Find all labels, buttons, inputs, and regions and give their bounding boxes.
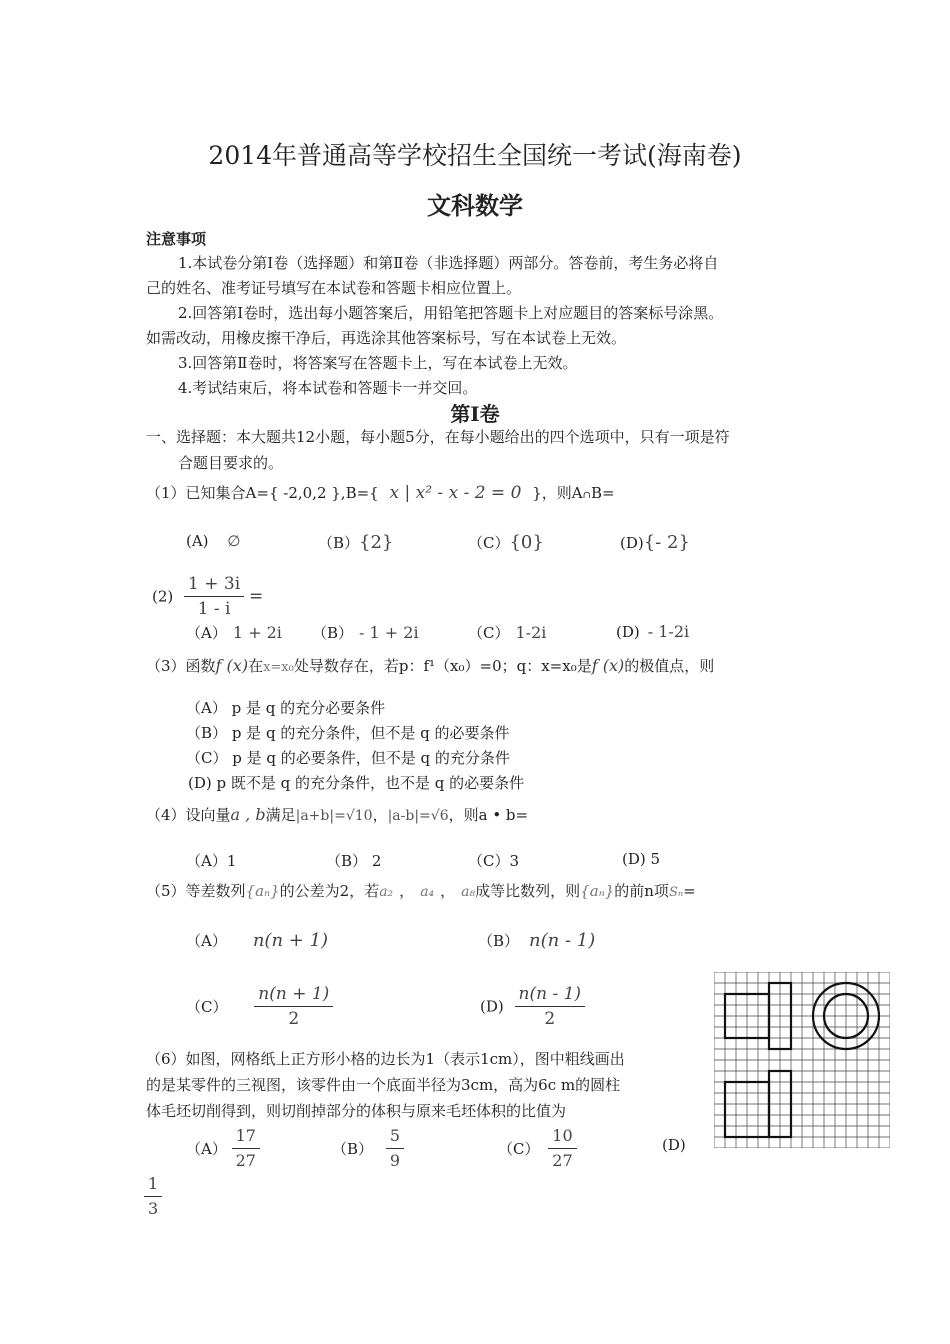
section-title: 第Ⅰ卷: [450, 402, 500, 426]
question-3-stem: [146, 655, 714, 676]
question-6-line: （6）如图，网格纸上正方形小格的边长为1（表示1cm），图中粗线画出: [146, 1050, 625, 1068]
option-value: - 1-2i: [647, 622, 690, 641]
q6-a-fraction: [232, 1124, 260, 1173]
option-label: （C）: [468, 852, 510, 870]
option-label: (D): [622, 850, 646, 868]
q5-text: （5）等差数列: [146, 882, 246, 900]
q5-term: a₈: [461, 884, 476, 900]
option-text: p 是 q 的必要条件，但不是 q 的充分条件: [232, 749, 510, 767]
denominator: 2: [544, 1009, 556, 1029]
option-label: （C）: [468, 624, 510, 642]
option-label: （A）: [186, 699, 227, 717]
q6-c-fraction: [548, 1124, 576, 1173]
exam-title: 2014年普通高等学校招生全国统一考试(海南卷): [208, 141, 742, 170]
q2-option-c: [468, 622, 546, 643]
option-label: （A）: [186, 624, 227, 642]
option-label: （B）: [332, 1140, 374, 1158]
numerator: n(n + 1): [254, 982, 333, 1007]
question-5-stem: （5）等差数列{aₙ}的公差为2，若a₂ ， a₄ ， a₈成等比数列，则{aₙ}的前n项Sₙ=: [146, 882, 696, 900]
option-value: {2}: [359, 532, 394, 553]
q1-option-d: [620, 532, 690, 553]
q5-term: a₄: [420, 884, 435, 900]
exam-subtitle: 文科数学: [427, 191, 523, 220]
notice-heading: 注意事项: [146, 230, 207, 248]
q4-option-b: [326, 850, 381, 871]
q3-text: （3）函数: [146, 657, 216, 675]
option-label: （B）: [478, 932, 520, 950]
option-text: p 既不是 q 的充分条件，也不是 q 的必要条件: [216, 774, 525, 792]
q4-option-d: [622, 850, 660, 868]
grid-lines: [714, 972, 890, 1148]
option-label: (D): [188, 774, 212, 792]
q1-option-c: [468, 532, 544, 553]
denominator: 3: [148, 1199, 159, 1218]
option-label: （A）: [186, 1140, 227, 1158]
q4-option-c: [468, 850, 519, 871]
option-label: （B）: [312, 624, 354, 642]
option-value: {- 2}: [643, 532, 690, 553]
numerator: 5: [386, 1124, 404, 1149]
q5-option-d: [480, 982, 585, 1031]
numerator: 17: [232, 1124, 260, 1149]
numerator: 1: [144, 1172, 162, 1197]
option-label: （A）: [186, 852, 227, 870]
option-label: （A）: [186, 932, 227, 950]
option-value: n(n - 1): [529, 930, 596, 951]
q2-label: (2): [152, 587, 174, 606]
q4-text: ，则a • b=: [448, 806, 529, 824]
q6-d-fraction: [144, 1172, 162, 1221]
option-value: 5: [650, 850, 661, 868]
question-1-stem: [146, 482, 615, 503]
q4-text: （4）设向量: [146, 806, 231, 824]
notice-line: 3.回答第Ⅱ卷时，将答案写在答题卡上，写在本试卷上无效。: [178, 354, 578, 372]
denominator: 9: [389, 1151, 400, 1170]
q1-option-a: [186, 532, 240, 550]
q4-text: 满足: [265, 806, 296, 824]
q3-text: 的极值点，则: [624, 657, 715, 675]
q4-condition-1: |a+b|=√10: [295, 808, 373, 824]
section-intro: 一、选择题：本大题共12小题，每小题5分，在每小题给出的四个选项中，只有一项是符: [146, 428, 730, 446]
q3-option-d: [188, 772, 524, 793]
q6-b-fraction: [386, 1124, 404, 1173]
q2-numerator: 1 + 3i: [184, 572, 244, 597]
q4-option-a: [186, 850, 236, 871]
option-label: （B）: [318, 534, 360, 552]
q5-option-a: [186, 930, 328, 951]
question-2-stem: [152, 572, 263, 621]
q2-denominator: 1 - i: [197, 599, 231, 619]
option-label: (D): [620, 534, 644, 552]
denominator: 2: [288, 1009, 300, 1029]
q6-option-a: [186, 1124, 260, 1173]
q2-option-b: [312, 622, 419, 643]
q5-sequence: {aₙ}: [245, 882, 280, 900]
q3-option-b: [186, 722, 509, 743]
intersection-icon: ∩: [582, 490, 591, 501]
notice-line: 1.本试卷分第Ⅰ卷（选择题）和第Ⅱ卷（非选择题）两部分。答卷前，考生务必将自: [178, 254, 719, 272]
q1-set-expr: x | x² - x - 2 = 0: [389, 483, 522, 503]
question-4-stem: [146, 804, 528, 825]
q6-option-c: [498, 1124, 577, 1173]
question-6-line: 的是某零件的三视图，该零件由一个底面半径为3cm，高为6c m的圆柱: [146, 1076, 621, 1094]
q4-vectors: a , b: [230, 805, 266, 824]
q1-stem-a: （1）已知集合A={ -2,0,2 },B={: [146, 484, 379, 502]
q3-option-c: [186, 747, 510, 768]
q5-term: a₂: [379, 884, 394, 900]
q1-stem-b: }，则A: [532, 484, 583, 502]
q5-sum: Sₙ: [668, 885, 684, 900]
option-value: 1 + 2i: [232, 623, 282, 642]
numerator: 10: [548, 1124, 576, 1149]
option-label: (D): [480, 997, 504, 1016]
option-label: (D): [616, 623, 640, 641]
q1-stem-c: B=: [590, 484, 615, 502]
empty-set-icon: ∅: [227, 532, 241, 550]
notice-line: 己的姓名、准考证号填写在本试卷和答题卡相应位置上。: [146, 279, 522, 297]
denominator: 27: [552, 1151, 573, 1170]
q3-function: f (x): [215, 656, 249, 675]
option-label: （C）: [498, 1140, 540, 1158]
q3-text: 在: [248, 657, 264, 675]
q6-option-b: [332, 1124, 404, 1173]
option-value: 2: [371, 852, 382, 870]
numerator: n(n - 1): [515, 982, 586, 1007]
q5-equals: =: [683, 882, 696, 900]
option-label: （B）: [186, 724, 228, 742]
q2-equals: =: [248, 586, 264, 607]
option-value: - 1 + 2i: [359, 623, 419, 642]
option-label: （C）: [186, 998, 228, 1016]
notice-line: 4.考试结束后，将本试卷和答题卡一并交回。: [178, 379, 478, 397]
q3-function: f (x): [591, 656, 625, 675]
q5-text: 成等比数列，则: [475, 882, 581, 900]
q3-point: x=x₀: [263, 660, 294, 675]
three-view-figure: [714, 972, 890, 1148]
option-value: {0}: [509, 532, 544, 553]
q1-option-b: [318, 532, 393, 553]
q4-comma: ，: [372, 806, 388, 824]
q4-condition-2: |a-b|=√6: [387, 808, 449, 824]
q5-d-fraction: [515, 982, 586, 1031]
q6-option-d-label: (D): [662, 1136, 686, 1154]
q6-option-d: [144, 1172, 162, 1221]
q5-sequence: {aₙ}: [580, 882, 615, 900]
option-label: （C）: [468, 534, 510, 552]
option-value: 1-2i: [515, 623, 547, 642]
q2-option-d: [616, 622, 689, 641]
section-intro-cont: 合题目要求的。: [178, 454, 284, 472]
denominator: 27: [235, 1151, 256, 1170]
q2-option-a: [186, 622, 282, 643]
option-value: 1: [226, 852, 237, 870]
q5-option-c: [186, 982, 333, 1031]
q5-option-b: [478, 930, 595, 951]
option-label: (A): [186, 532, 209, 550]
notice-line: 如需改动，用橡皮擦干净后，再选涂其他答案标号，写在本试卷上无效。: [146, 329, 627, 347]
q2-fraction: [184, 572, 244, 621]
option-label: （C）: [186, 749, 228, 767]
option-value: n(n + 1): [252, 930, 329, 951]
question-6-line: 体毛坯切削得到，则切削掉部分的体积与原来毛坯体积的比值为: [146, 1102, 567, 1120]
q3-text: 处导数存在，若p：f¹（x₀）=0；q：x=x₀是: [293, 657, 592, 675]
q5-c-fraction: [254, 982, 333, 1031]
option-text: p 是 q 的充分条件，但不是 q 的必要条件: [231, 724, 510, 742]
option-text: p 是 q 的充分必要条件: [231, 699, 386, 717]
q3-option-a: [186, 697, 385, 718]
option-label: （B）: [326, 852, 368, 870]
q5-text: 的公差为2，若: [279, 882, 380, 900]
notice-line: 2.回答第Ⅰ卷时，选出每小题答案后，用铅笔把答题卡上对应题目的答案标号涂黑。: [178, 304, 724, 322]
option-value: 3: [509, 852, 520, 870]
q5-text: 的前n项: [614, 882, 669, 900]
